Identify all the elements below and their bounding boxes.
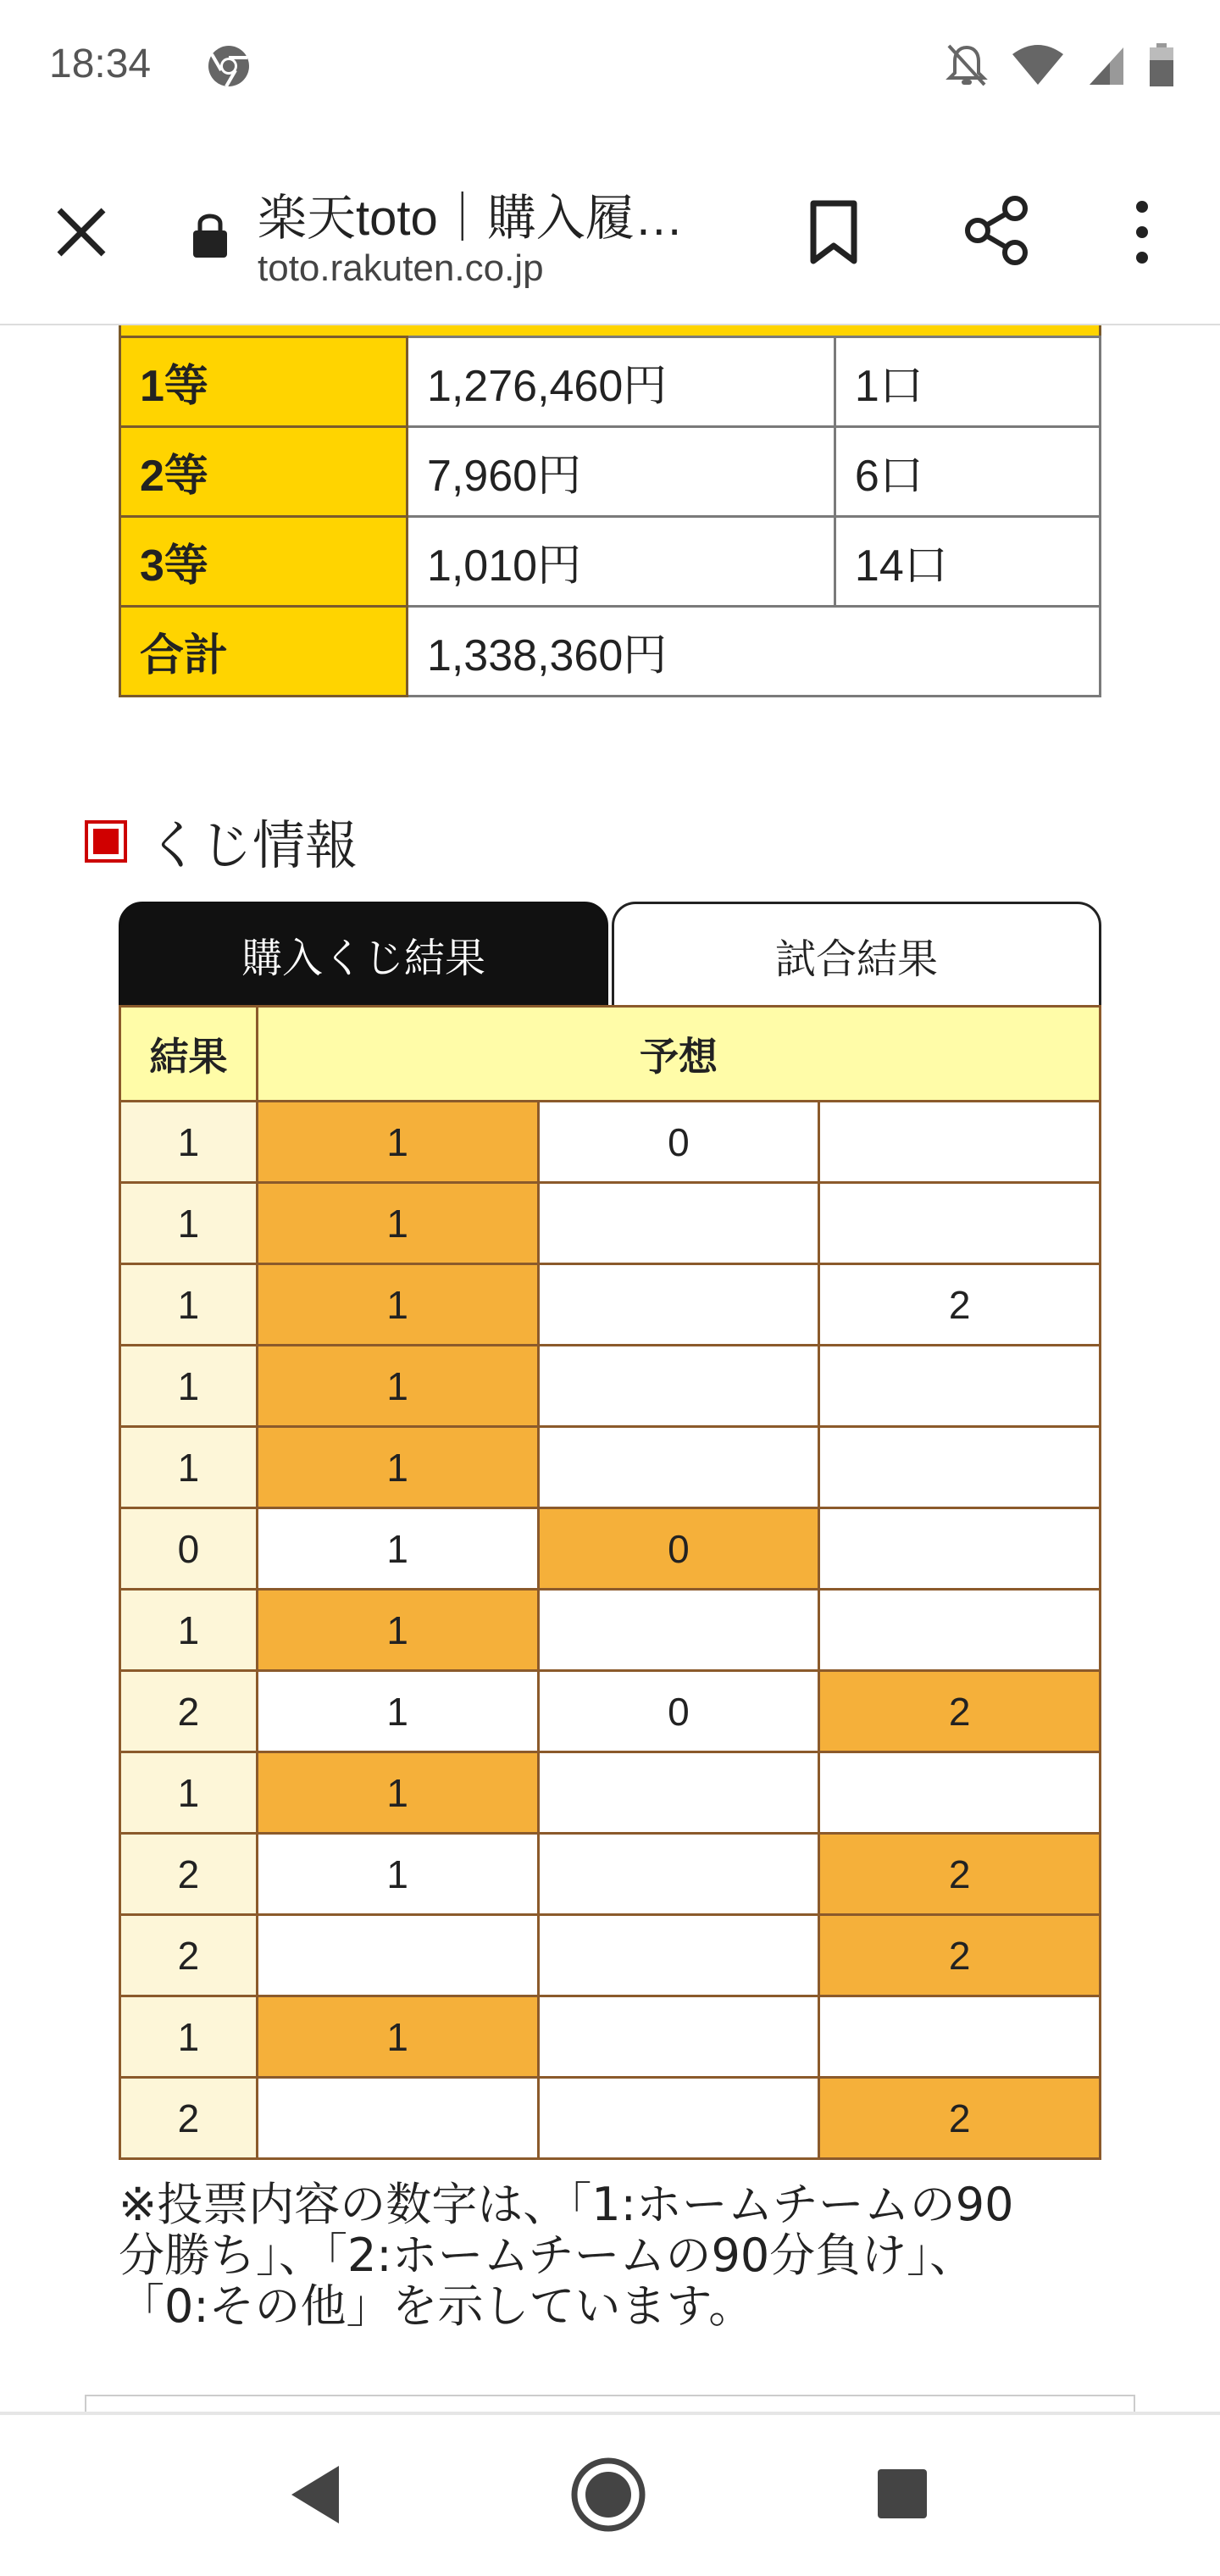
bookmark-icon[interactable]: [807, 198, 861, 269]
prize-table-top: [119, 325, 1101, 336]
prize-count: 1口: [835, 337, 1100, 427]
page-title[interactable]: 楽天toto｜購入履…: [258, 191, 684, 246]
prize-total-label: 合計: [120, 607, 408, 697]
prediction-cell-1: [257, 2078, 538, 2159]
results-row: [120, 1590, 1101, 1671]
note-text: [119, 2179, 1118, 2332]
prediction-cell-2: 2: [819, 1834, 1101, 1915]
prediction-cell-0: 0: [538, 1508, 819, 1590]
status-bar: [0, 0, 1220, 142]
square-bullet-icon: [85, 820, 127, 863]
results-row: [120, 1671, 1101, 1752]
prediction-cell-1: 1: [257, 1834, 538, 1915]
prediction-cell-2: [819, 1102, 1101, 1183]
notifications-off-icon: [946, 42, 988, 92]
prize-table-grid: [119, 336, 1101, 697]
results-row: [120, 2078, 1101, 2159]
prediction-cell-0: [538, 1427, 819, 1508]
prize-amount: 1,010円: [407, 517, 835, 607]
results-row: [120, 1915, 1101, 1996]
prize-row: [120, 337, 1101, 427]
prize-count: 6口: [835, 427, 1100, 517]
prize-row: [120, 427, 1101, 517]
results-row: [120, 1346, 1101, 1427]
result-cell: 1: [120, 1590, 258, 1671]
prediction-cell-1: 1: [257, 1752, 538, 1834]
home-icon[interactable]: [569, 2456, 647, 2537]
prediction-cell-0: [538, 1834, 819, 1915]
section-header: [85, 803, 358, 879]
wifi-icon: [1012, 44, 1064, 90]
prediction-cell-2: [819, 1508, 1101, 1590]
prediction-cell-1: 1: [257, 1427, 538, 1508]
result-cell: 0: [120, 1508, 258, 1590]
note-line: 分勝ち」、「2:ホームチームの90分負け」、: [119, 2229, 976, 2282]
results-table: [119, 1005, 1101, 2160]
prediction-cell-1: 1: [257, 1508, 538, 1590]
prize-grade: 3等: [120, 517, 408, 607]
result-cell: 2: [120, 1834, 258, 1915]
prize-total-amount: 1,338,360円: [407, 607, 1100, 697]
result-cell: 1: [120, 1996, 258, 2078]
prediction-cell-0: [538, 1183, 819, 1264]
prize-amount: 1,276,460円: [407, 337, 835, 427]
prediction-cell-0: 0: [538, 1671, 819, 1752]
results-row: [120, 1834, 1101, 1915]
prediction-cell-1: 1: [257, 1671, 538, 1752]
chrome-icon: [207, 44, 251, 92]
prediction-cell-1: 1: [257, 1102, 538, 1183]
result-cell: 1: [120, 1183, 258, 1264]
results-row: [120, 1264, 1101, 1346]
result-cell: 1: [120, 1102, 258, 1183]
recents-icon[interactable]: [876, 2468, 929, 2523]
result-cell: 1: [120, 1427, 258, 1508]
prediction-cell-1: 1: [257, 1183, 538, 1264]
result-cell: 1: [120, 1346, 258, 1427]
results-row: [120, 1427, 1101, 1508]
signal-icon: [1088, 44, 1125, 90]
prediction-cell-1: 1: [257, 1346, 538, 1427]
prize-row: [120, 517, 1101, 607]
prediction-cell-1: 1: [257, 1996, 538, 2078]
results-row: [120, 1102, 1101, 1183]
lock-icon: [191, 210, 229, 263]
tab-match-results[interactable]: 試合結果: [612, 902, 1101, 1007]
browser-toolbar: [0, 142, 1220, 325]
prediction-cell-2: 2: [819, 1264, 1101, 1346]
results-header-prediction: 予想: [257, 1007, 1100, 1102]
results-row: [120, 1183, 1101, 1264]
prediction-cell-2: [819, 1590, 1101, 1671]
back-icon[interactable]: [288, 2462, 342, 2530]
results-row: [120, 1996, 1101, 2078]
prediction-cell-2: [819, 1346, 1101, 1427]
prediction-cell-2: 2: [819, 1915, 1101, 1996]
prize-amount: 7,960円: [407, 427, 835, 517]
prediction-cell-1: 1: [257, 1590, 538, 1671]
prize-grade: 2等: [120, 427, 408, 517]
navigation-bar: [0, 2415, 1220, 2576]
results-header-row: [120, 1007, 1101, 1102]
prize-grade: 1等: [120, 337, 408, 427]
page-url[interactable]: toto.rakuten.co.jp: [258, 247, 544, 289]
prediction-cell-2: [819, 1427, 1101, 1508]
prediction-cell-0: [538, 1996, 819, 2078]
prediction-cell-2: [819, 1183, 1101, 1264]
battery-icon: [1149, 43, 1174, 91]
prediction-cell-0: [538, 2078, 819, 2159]
close-icon[interactable]: [51, 202, 112, 263]
prediction-cell-0: [538, 1590, 819, 1671]
result-cell: 2: [120, 1671, 258, 1752]
prediction-cell-2: [819, 1996, 1101, 2078]
prediction-cell-1: [257, 1915, 538, 1996]
note-line: 「0:その他」を示しています。: [119, 2279, 755, 2333]
status-time: 18:34: [49, 42, 152, 86]
prediction-cell-2: 2: [819, 2078, 1101, 2159]
prize-table: [119, 325, 1101, 697]
results-header-result: 結果: [120, 1007, 258, 1102]
note-line: ※投票内容の数字は、「1:ホームチームの90: [119, 2178, 1014, 2231]
prediction-cell-0: 0: [538, 1102, 819, 1183]
prediction-cell-2: [819, 1752, 1101, 1834]
prediction-cell-2: 2: [819, 1671, 1101, 1752]
section-title: くじ情報: [147, 814, 358, 876]
share-icon[interactable]: [961, 195, 1032, 269]
prediction-cell-0: [538, 1264, 819, 1346]
prediction-cell-0: [538, 1752, 819, 1834]
results-row: [120, 1752, 1101, 1834]
prediction-cell-0: [538, 1346, 819, 1427]
more-vert-icon[interactable]: [1125, 197, 1159, 271]
prediction-cell-0: [538, 1915, 819, 1996]
results-row: [120, 1508, 1101, 1590]
prize-count: 14口: [835, 517, 1100, 607]
result-cell: 1: [120, 1264, 258, 1346]
result-cell: 1: [120, 1752, 258, 1834]
prize-total-row: [120, 607, 1101, 697]
result-cell: 2: [120, 1915, 258, 1996]
result-cell: 2: [120, 2078, 258, 2159]
prediction-cell-1: 1: [257, 1264, 538, 1346]
tab-purchased-results[interactable]: 購入くじ結果: [119, 902, 608, 1007]
